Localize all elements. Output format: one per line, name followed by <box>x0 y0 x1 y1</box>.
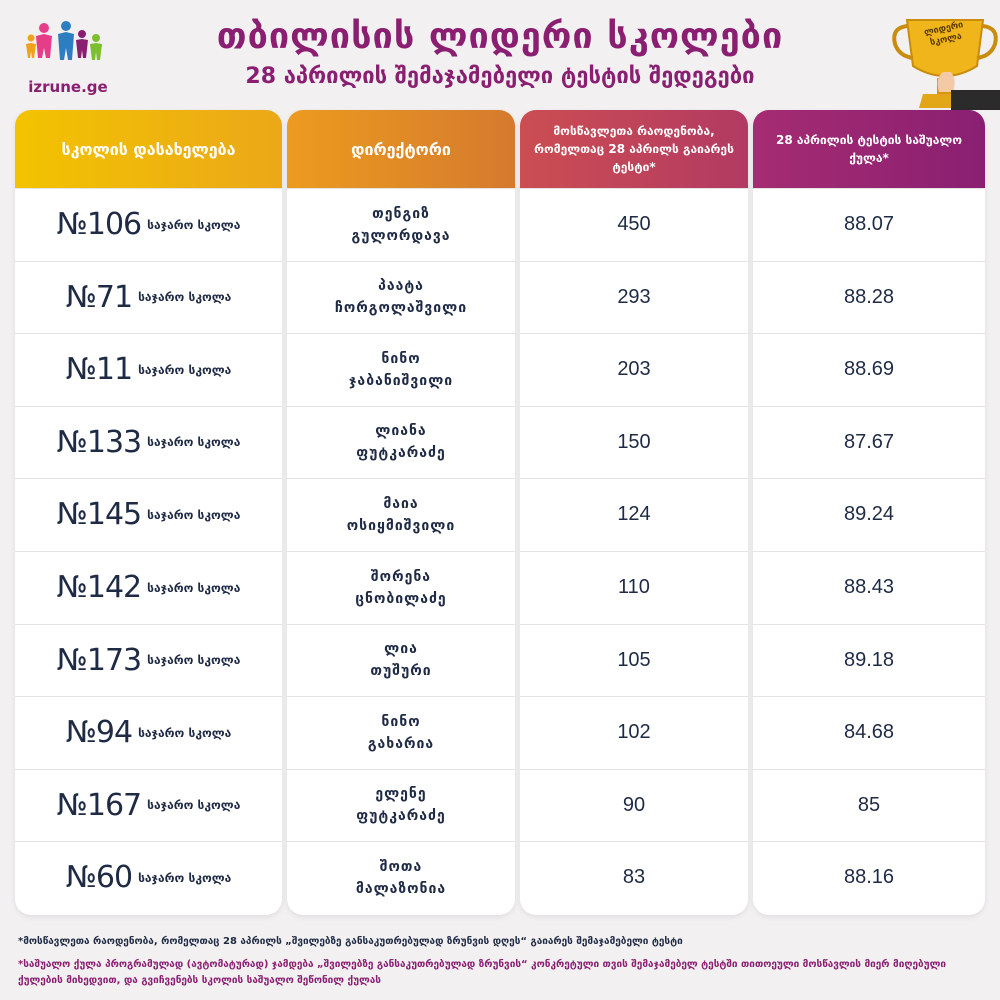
average-score: 84.68 <box>843 721 895 744</box>
table-row-director <box>287 551 515 623</box>
table-row-score <box>753 406 985 478</box>
table-row-students <box>520 333 748 405</box>
school-number: №133 <box>56 424 142 460</box>
table-row-director <box>287 406 515 478</box>
director-name <box>356 783 446 827</box>
footnote-students: *მოსწავლეთა რაოდენობა, რომელთაც 28 აპრილს „შვილებზე განსაკუთრებულად ზრუნვის დღეს“ გაიარეს შემაჯამებელი ტესტი <box>18 936 683 947</box>
director-last-name: ჯაბანიშვილი <box>348 372 454 389</box>
table-row-school <box>15 478 282 550</box>
table-row-score <box>753 551 985 623</box>
director-first-name: ლია <box>384 641 418 658</box>
table-row-school <box>15 624 282 696</box>
table-row-director <box>287 261 515 333</box>
director-last-name: მალაზონია <box>355 880 447 897</box>
school-number: №11 <box>65 352 133 388</box>
page-header <box>0 0 1000 105</box>
column-score <box>753 110 985 915</box>
average-score: 88.43 <box>843 576 895 598</box>
table-row-school <box>15 841 282 913</box>
director-first-name: მაია <box>383 495 419 512</box>
table-row-students <box>520 478 748 550</box>
school-number: №94 <box>65 715 133 751</box>
table-row-director <box>287 478 515 550</box>
results-table <box>15 110 985 915</box>
table-row-students <box>520 624 748 696</box>
table-row-school <box>15 696 282 768</box>
table-row-director <box>287 696 515 768</box>
table-row-score <box>753 696 985 768</box>
table-row-school <box>15 333 282 405</box>
students-count: 90 <box>622 793 646 816</box>
table-row-students <box>520 696 748 768</box>
school-type: საჯარო სკოლა <box>138 725 232 740</box>
students-count: 450 <box>617 213 651 235</box>
director-first-name: შორენა <box>370 568 432 585</box>
column-director <box>287 110 515 915</box>
table-row-score <box>753 333 985 405</box>
header-director: დირექტორი <box>287 110 515 188</box>
school-number: №173 <box>56 642 142 678</box>
director-last-name: ჩორგოლაშვილი <box>334 300 468 317</box>
students-count: 110 <box>618 576 650 598</box>
director-last-name: ფუტკარაძე <box>356 445 446 462</box>
table-row-school <box>15 551 282 623</box>
director-name <box>347 493 455 537</box>
table-row-students <box>520 406 748 478</box>
table-row-score <box>753 188 985 260</box>
average-score: 88.16 <box>843 866 895 889</box>
table-row-score <box>753 261 985 333</box>
students-count: 124 <box>617 503 651 526</box>
director-first-name: ელენე <box>375 786 427 803</box>
director-last-name: ოსიყმიშვილი <box>346 517 456 534</box>
table-row-students <box>520 769 748 841</box>
students-count: 150 <box>617 430 651 453</box>
director-name <box>368 711 434 755</box>
table-row-students <box>520 188 748 260</box>
students-count: 102 <box>617 721 651 744</box>
students-count: 203 <box>617 358 651 381</box>
average-score: 88.07 <box>843 213 895 235</box>
director-name <box>335 275 467 319</box>
trophy-icon <box>885 8 1000 118</box>
school-type: საჯარო სკოლა <box>138 870 232 885</box>
table-row-school <box>15 261 282 333</box>
trophy-label: ლიდერი სკოლა <box>923 20 965 49</box>
header-average-score: 28 აპრილის ტესტის საშუალო ქულა* <box>753 110 985 188</box>
students-count: 105 <box>617 648 651 671</box>
table-row-school <box>15 406 282 478</box>
school-type: საჯარო სკოლა <box>147 580 241 595</box>
average-score: 88.69 <box>843 358 895 381</box>
page-title: თბილისის ლიდერი სკოლები <box>216 16 784 57</box>
school-type: საჯარო სკოლა <box>147 217 241 232</box>
table-row-score <box>753 624 985 696</box>
school-number: №106 <box>56 207 142 242</box>
table-row-director <box>287 188 515 260</box>
table-row-score <box>753 769 985 841</box>
table-row-score <box>753 478 985 550</box>
director-name <box>351 203 450 247</box>
table-row-students <box>520 551 748 623</box>
director-first-name: ნინო <box>381 350 421 367</box>
table-row-director <box>287 624 515 696</box>
table-row-director <box>287 841 515 913</box>
school-type: საჯარო სკოლა <box>147 798 241 813</box>
school-type: საჯარო სკოლა <box>147 507 241 522</box>
director-name <box>355 566 446 610</box>
average-score: 89.18 <box>843 648 895 671</box>
average-score: 87.67 <box>843 430 895 453</box>
director-name <box>356 856 446 900</box>
director-name <box>356 420 446 464</box>
school-number: №145 <box>56 497 142 533</box>
page-subtitle: 28 აპრილის შემაჯამებელი ტესტის შედეგები <box>245 64 755 89</box>
director-last-name: გახარია <box>367 735 435 752</box>
izrune-logo[interactable] <box>22 18 114 96</box>
school-number: №60 <box>65 860 133 896</box>
school-type: საჯარო სკოლა <box>147 653 241 668</box>
table-row-director <box>287 333 515 405</box>
table-row-students <box>520 841 748 913</box>
director-last-name: ცნობილაძე <box>355 590 447 607</box>
director-last-name: გულორდავა <box>351 227 451 244</box>
school-type: საჯარო სკოლა <box>138 290 232 305</box>
table-row-score <box>753 841 985 913</box>
average-score: 89.24 <box>843 503 895 526</box>
family-figures-icon <box>22 18 114 76</box>
school-number: №142 <box>56 570 142 605</box>
director-first-name: პაატა <box>378 278 424 295</box>
column-school <box>15 110 282 915</box>
students-count: 83 <box>622 866 646 889</box>
average-score: 88.28 <box>843 285 895 308</box>
director-first-name: ნინო <box>381 713 421 730</box>
director-last-name: თუშური <box>370 663 432 680</box>
director-name <box>349 348 453 392</box>
table-row-school <box>15 769 282 841</box>
school-number: №71 <box>65 279 133 315</box>
school-number: №167 <box>56 787 142 823</box>
director-first-name: თენგიზ <box>372 205 430 222</box>
director-first-name: შოთა <box>379 858 423 875</box>
students-count: 293 <box>617 285 651 308</box>
director-first-name: ლიანა <box>375 423 427 440</box>
average-score: 85 <box>857 793 881 816</box>
header-school-name: სკოლის დასახელება <box>15 110 282 188</box>
table-row-school <box>15 188 282 260</box>
header-students: მოსწავლეთა რაოდენობა, რომელთაც 28 აპრილს გაიარეს ტესტი* <box>520 110 748 188</box>
table-row-director <box>287 769 515 841</box>
school-type: საჯარო სკოლა <box>138 362 232 377</box>
director-name <box>370 638 431 682</box>
column-students <box>520 110 748 915</box>
logo-text: izrune.ge <box>28 78 108 96</box>
footnote-score: *საშუალო ქულა პროგრამულად (ავტომატურად) ჯამდება „შვილებზე განსაკუთრებულად ზრუნვის“ კონკრეტული თვის შემაჯამებელ ტესტში თითოეული მოსწავლის მიერ მიღებული ქულების მიხედვით, და გვიჩვენებს სკოლის საშუალო შეწონილ ქულას <box>18 959 946 986</box>
table-row-students <box>520 261 748 333</box>
school-type: საჯარო სკოლა <box>147 435 241 450</box>
director-last-name: ფუტკარაძე <box>356 808 446 825</box>
